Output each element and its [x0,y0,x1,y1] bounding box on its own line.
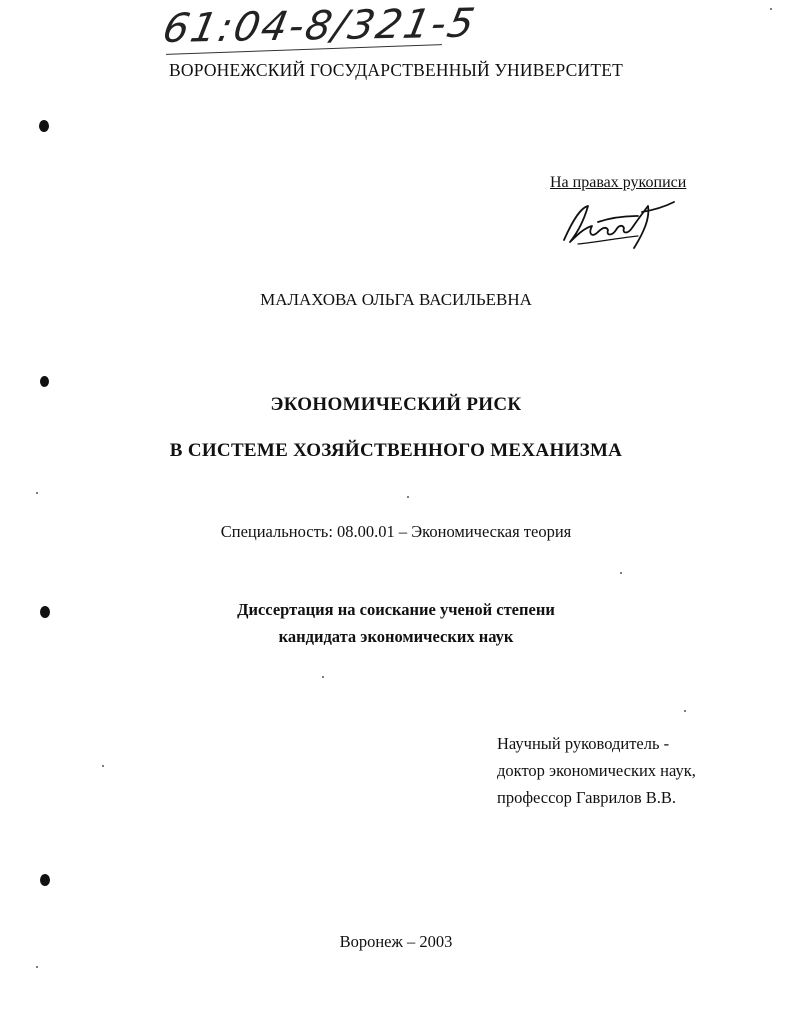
scan-speck [620,572,622,574]
scan-speck [322,676,324,678]
scan-speck [36,966,38,968]
supervisor-line-2: доктор экономических наук, [497,761,696,780]
punch-hole [40,606,50,618]
dissertation-line-2: кандидата экономических наук [278,627,514,646]
supervisor-block [497,730,696,811]
dissertation-line-1: Диссертация на соискание ученой степени [237,600,555,619]
scan-speck [102,765,104,767]
title-line-1: ЭКОНОМИЧЕСКИЙ РИСК [270,394,522,415]
supervisor-line-1: Научный руководитель - [497,734,670,753]
author-name: МАЛАХОВА ОЛЬГА ВАСИЛЬЕВНА [260,290,532,309]
punch-hole [39,120,49,132]
handwritten-archive-code: 61:04-8/321-5 [159,0,480,52]
university-name: ВОРОНЕЖСКИЙ ГОСУДАРСТВЕННЫЙ УНИВЕРСИТЕТ [168,60,623,80]
signature-image [558,192,678,252]
scan-speck [36,492,38,494]
punch-hole [40,376,49,387]
city-year: Воронеж – 2003 [339,932,453,951]
scan-speck [407,496,409,498]
title-line-2: В СИСТЕМЕ ХОЗЯЙСТВЕННОГО МЕХАНИЗМА [169,440,623,461]
rights-label: На правах рукописи [550,174,687,191]
supervisor-line-3: профессор Гаврилов В.В. [497,788,677,807]
punch-hole [40,874,50,886]
specialty-line: Специальность: 08.00.01 – Экономическая теория [220,522,572,541]
scan-speck [684,710,686,712]
scan-speck [770,8,772,10]
